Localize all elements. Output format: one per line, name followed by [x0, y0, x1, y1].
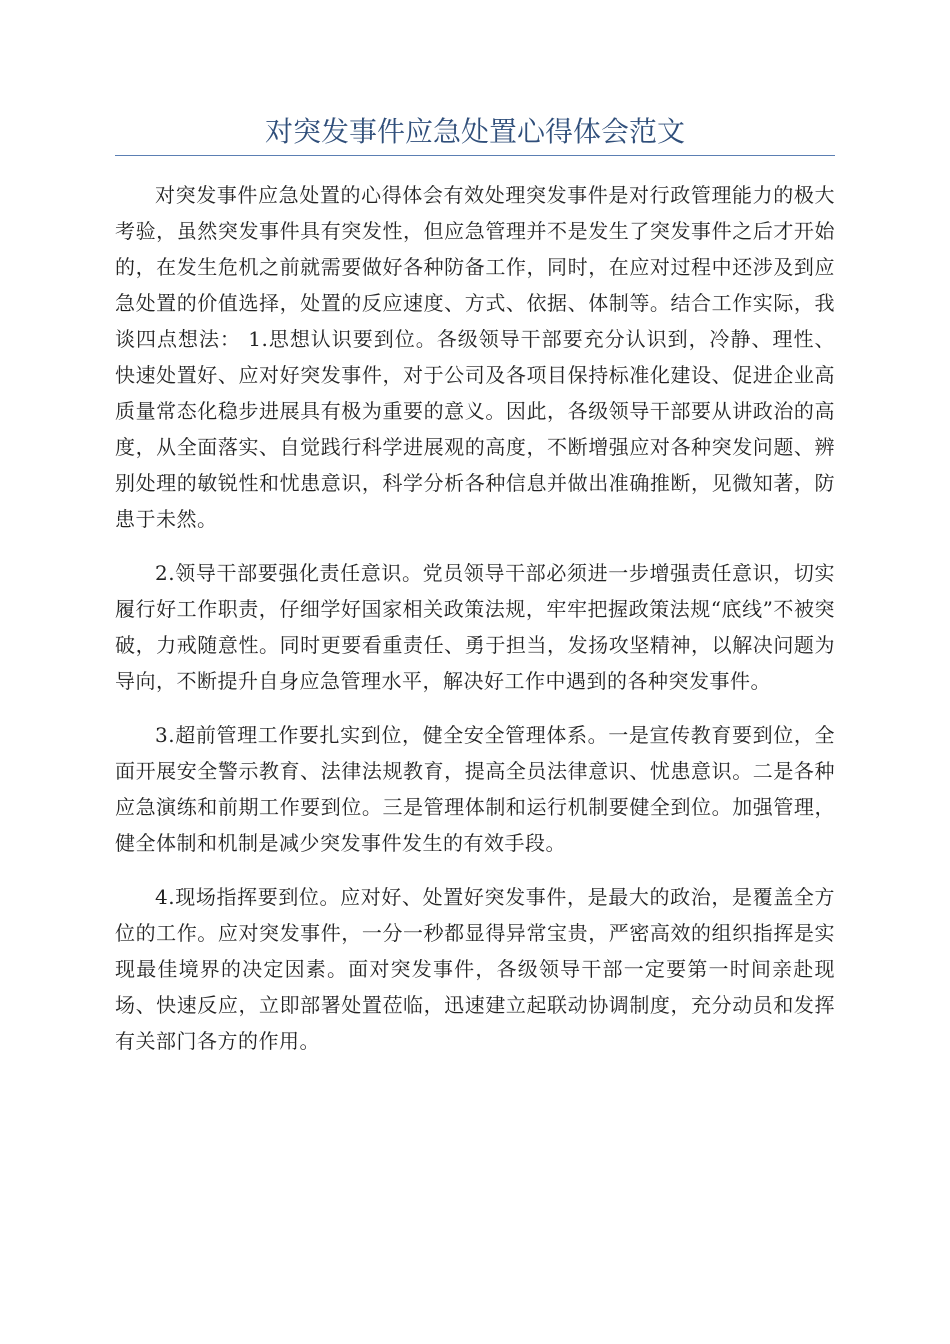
document-title: 对突发事件应急处置心得体会范文 — [264, 115, 685, 148]
paragraph-intro: 对突发事件应急处置的心得体会有效处理突发事件是对行政管理能力的极大考验，虽然突发事件具有突发性，但应急管理并不是发生了突发事件之后才开始的，在发生危机之前就需要做好各种防备工作，同时，在应对过程中还涉及到应急处置的价值选择，处置的反应速度、方式、依据、体制等。结合工作实际，我谈四点想法： 1.思想认识要到位。各级领导干部要充分认识到，冷静、理性、快速处置好、应对好突发事件，对于公司及各项目保持标准化建设、促进企业高质量常态化稳步进展具有极为重要的意义。因此，各级领导干部要从讲政治的高度，从全面落实、自觉践行科学进展观的高度，不断增强应对各种突发问题、辨别处理的敏锐性和忧患意识，科学分析各种信息并做出准确推断，见微知著，防患于未然。 — [115, 183, 835, 531]
paragraph-onsite-command: 4.现场指挥要到位。应对好、处置好突发事件，是最大的政治，是覆盖全方位的工作。应对突发事件，一分一秒都显得异常宝贵，严密高效的组织指挥是实现最佳境界的决定因素。面对突发事件，各级领导干部一定要第一时间亲赴现场、快速反应，立即部署处置莅临，迅速建立起联动协调制度，充分动员和发挥有关部门各方的作用。 — [115, 885, 835, 1053]
paragraph-advance-management: 3.超前管理工作要扎实到位，健全安全管理体系。一是宣传教育要到位，全面开展安全警示教育、法律法规教育，提高全员法律意识、忧患意识。二是各种应急演练和前期工作要到位。三是管理体制和运行机制要健全到位。加强管理，健全体制和机制是减少突发事件发生的有效手段。 — [115, 723, 835, 855]
title-underline — [115, 155, 835, 156]
document-body — [115, 177, 835, 1077]
paragraph-responsibility: 2.领导干部要强化责任意识。党员领导干部必须进一步增强责任意识，切实履行好工作职责，仔细学好国家相关政策法规，牢牢把握政策法规“底线”不被突破，力戒随意性。同时更要看重责任、勇于担当，发扬攻坚精神，以解决问题为导向，不断提升自身应急管理水平，解决好工作中遇到的各种突发事件。 — [115, 561, 835, 693]
